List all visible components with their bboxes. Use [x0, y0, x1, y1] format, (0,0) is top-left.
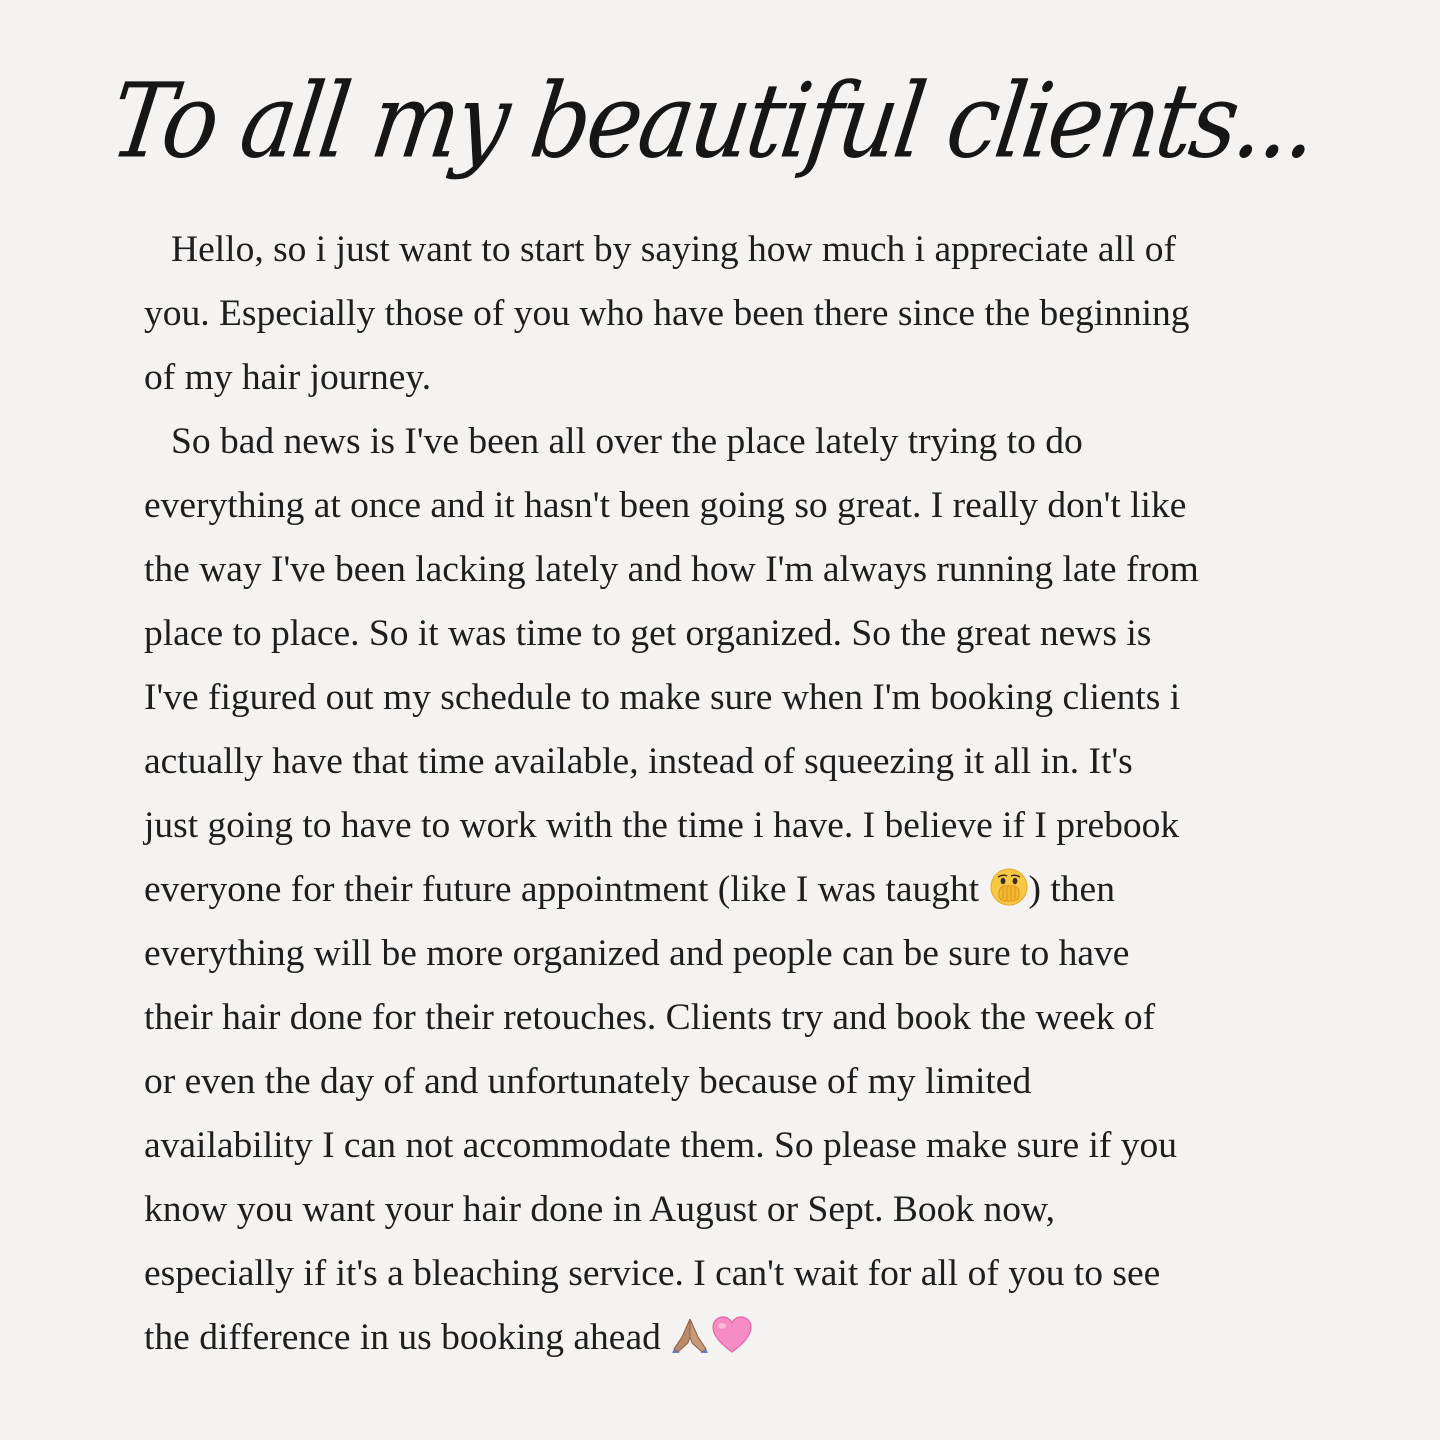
- paragraph-line: their hair done for their retouches. Clients try and book the week of: [144, 997, 1156, 1038]
- paragraph-line-with-emoji: [144, 858, 1384, 922]
- paragraph-line: Hello, so i just want to start by saying how much i appreciate all of: [171, 229, 1176, 270]
- paragraph-line: everything at once and it hasn't been going so great. I really don't like: [144, 485, 1187, 526]
- paragraph-line: you. Especially those of you who have been there since the beginning: [144, 293, 1190, 334]
- message-body: [144, 218, 1384, 1370]
- line-text-end: ) then: [1028, 869, 1115, 910]
- paragraph-line: of my hair journey.: [144, 357, 432, 398]
- page-title: To all my beautiful clients...: [103, 61, 1323, 182]
- pink-heart-icon: [710, 1315, 754, 1355]
- line-text: everyone for their future appointment (like I was taught: [144, 869, 980, 910]
- paragraph-line: the way I've been lacking lately and how I'm always running late from: [144, 549, 1199, 590]
- paragraph-line: place to place. So it was time to get organized. So the great news is: [144, 613, 1152, 654]
- folded-hands-icon: [670, 1315, 710, 1355]
- paragraph-line: everything will be more organized and people can be sure to have: [144, 933, 1130, 974]
- paragraph-line: I've figured out my schedule to make sure when I'm booking clients i: [144, 677, 1181, 718]
- paragraph-line-with-emoji: [144, 1306, 1384, 1370]
- paragraph-line: actually have that time available, instead of squeezing it all in. It's: [144, 741, 1133, 782]
- line-text: the difference in us booking ahead: [144, 1317, 661, 1358]
- paragraph-line: So bad news is I've been all over the place lately trying to do: [171, 421, 1083, 462]
- paragraph-line: or even the day of and unfortunately because of my limited: [144, 1061, 1032, 1102]
- paragraph-line: know you want your hair done in August or Sept. Book now,: [144, 1189, 1056, 1230]
- paragraph-line: especially if it's a bleaching service. I can't wait for all of you to see: [144, 1253, 1161, 1294]
- paragraph-line: availability I can not accommodate them. So please make sure if you: [144, 1125, 1177, 1166]
- paragraph-line: just going to have to work with the time i have. I believe if I prebook: [144, 805, 1180, 846]
- face-with-open-eyes-and-hand-over-mouth-icon: [989, 867, 1029, 907]
